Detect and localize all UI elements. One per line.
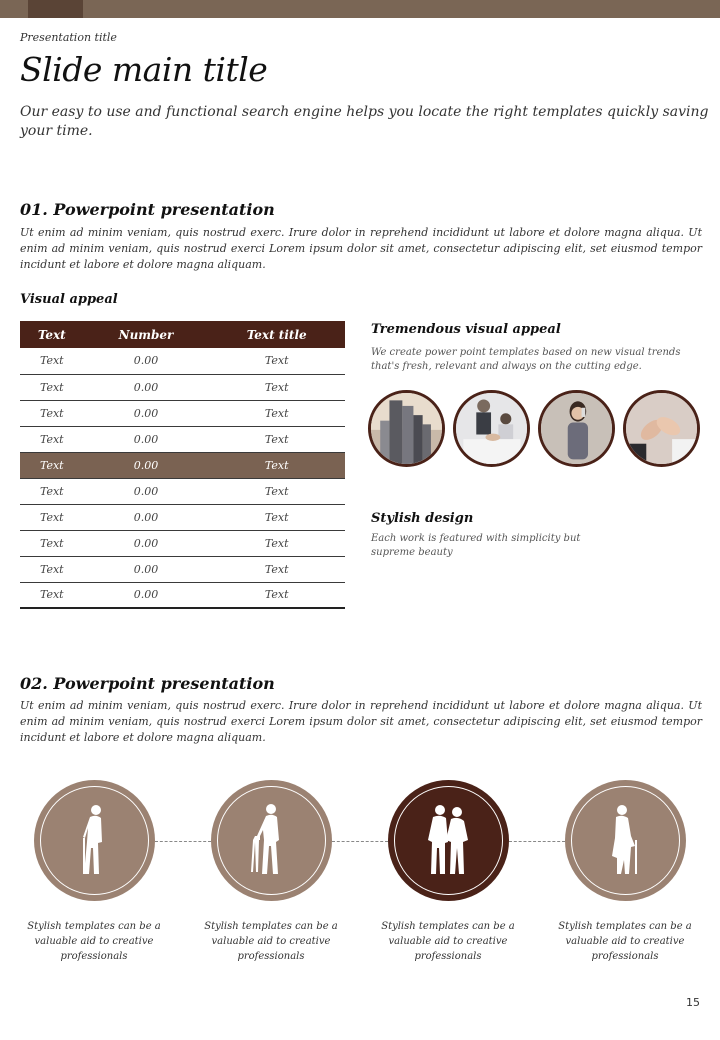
table-cell: Text [208,504,345,530]
table-cell: 0.00 [84,426,209,452]
table-cell: 0.00 [84,556,209,582]
table-cell: Text [20,530,84,556]
top-bar [0,0,720,18]
table-cell: Text [208,452,345,478]
circle-badge-4 [565,780,686,901]
table-cell: 0.00 [84,400,209,426]
page-number: 15 [686,996,700,1009]
table-cell: Text [20,426,84,452]
table-row [20,556,345,582]
section2-heading: 02. Powerpoint presentation [20,674,275,693]
column-header: Number [84,321,209,348]
table-cell: Text [208,478,345,504]
table-cell: Text [20,504,84,530]
circle-caption-3: Stylish templates can be a valuable aid to creative professionals [381,921,515,962]
table-row-highlighted [20,452,345,478]
elderly-man-cane-icon [34,780,155,901]
table-cell: Text [20,478,84,504]
section1-body: Ut enim ad minim veniam, quis nostrud exerc. Irure dolor in reprehend incididunt ut labore et dolore magna aliqua. Ut enim ad minim veniam, quis nostrud exerci Lorem ipsum dolor sit amet, consectetur adipiscing elit, set eiusmod tempor incidunt et labore et dolore magna aliquam. [20,226,702,271]
stylish-design-body: Each work is featured with simplicity but supreme beauty [371,533,581,558]
circle-caption-4: Stylish templates can be a valuable aid to creative professionals [558,921,692,962]
circle-caption-2: Stylish templates can be a valuable aid to creative professionals [204,921,338,962]
table-cell: 0.00 [84,374,209,400]
table-row [20,582,345,608]
table-cell: Text [20,400,84,426]
table-row [20,504,345,530]
table-cell: Text [208,426,345,452]
connector-line [155,841,211,842]
visual-appeal-heading: Tremendous visual appeal [371,322,561,337]
table-cell: Text [20,348,84,374]
section2-body: Ut enim ad minim veniam, quis nostrud exerc. Irure dolor in reprehend incididunt ut labore et dolore magna aliqua. Ut enim ad minim veniam, quis nostrud exerci Lorem ipsum dolor sit amet, consectetur adipiscing elit, set eiusmod tempor incidunt et labore et dolore magna aliquam. [20,699,702,744]
table-cell: 0.00 [84,478,209,504]
connector-line [332,841,388,842]
table-heading: Visual appeal [20,292,118,307]
woman-on-phone-photo [538,390,615,467]
business-handshake-photo [453,390,530,467]
column-header: Text [20,321,84,348]
circle-badge-2 [211,780,332,901]
table-cell: Text [208,530,345,556]
top-bar-accent [28,0,83,18]
table-cell: 0.00 [84,582,209,608]
table-cell: Text [20,556,84,582]
elderly-couple-icon [388,780,509,901]
table-cell: Text [20,374,84,400]
circle-badge-1 [34,780,155,901]
table-cell: 0.00 [84,348,209,374]
table-row [20,348,345,374]
elderly-man-walker-icon [211,780,332,901]
skyscrapers-photo [368,390,445,467]
section1-heading: 01. Powerpoint presentation [20,200,275,219]
table-cell: Text [208,582,345,608]
table-cell: Text [20,452,84,478]
table-header-row [20,321,345,348]
column-header: Text title [208,321,345,348]
table-row [20,478,345,504]
table-cell: Text [208,400,345,426]
table-row [20,400,345,426]
table-cell: Text [208,348,345,374]
elderly-woman-cane-icon [565,780,686,901]
clapping-hands-photo [623,390,700,467]
circle-badge-3 [388,780,509,901]
table-cell: Text [20,582,84,608]
intro-text: Our easy to use and functional search engine helps you locate the right templates quickly saving your time. [20,104,709,139]
table-cell: 0.00 [84,452,209,478]
table-cell: 0.00 [84,504,209,530]
table-row [20,426,345,452]
visual-appeal-body: We create power point templates based on new visual trends that's fresh, relevant and always on the cutting edge. [371,347,681,372]
table-row [20,374,345,400]
table-cell: 0.00 [84,530,209,556]
data-table [20,321,345,609]
table-cell: Text [208,374,345,400]
stylish-design-heading: Stylish design [371,511,474,526]
connector-line [509,841,565,842]
slide-main-title: Slide main title [20,50,268,89]
circle-caption-1: Stylish templates can be a valuable aid to creative professionals [27,921,161,962]
table-row [20,530,345,556]
table-cell: Text [208,556,345,582]
presentation-title: Presentation title [20,31,117,44]
